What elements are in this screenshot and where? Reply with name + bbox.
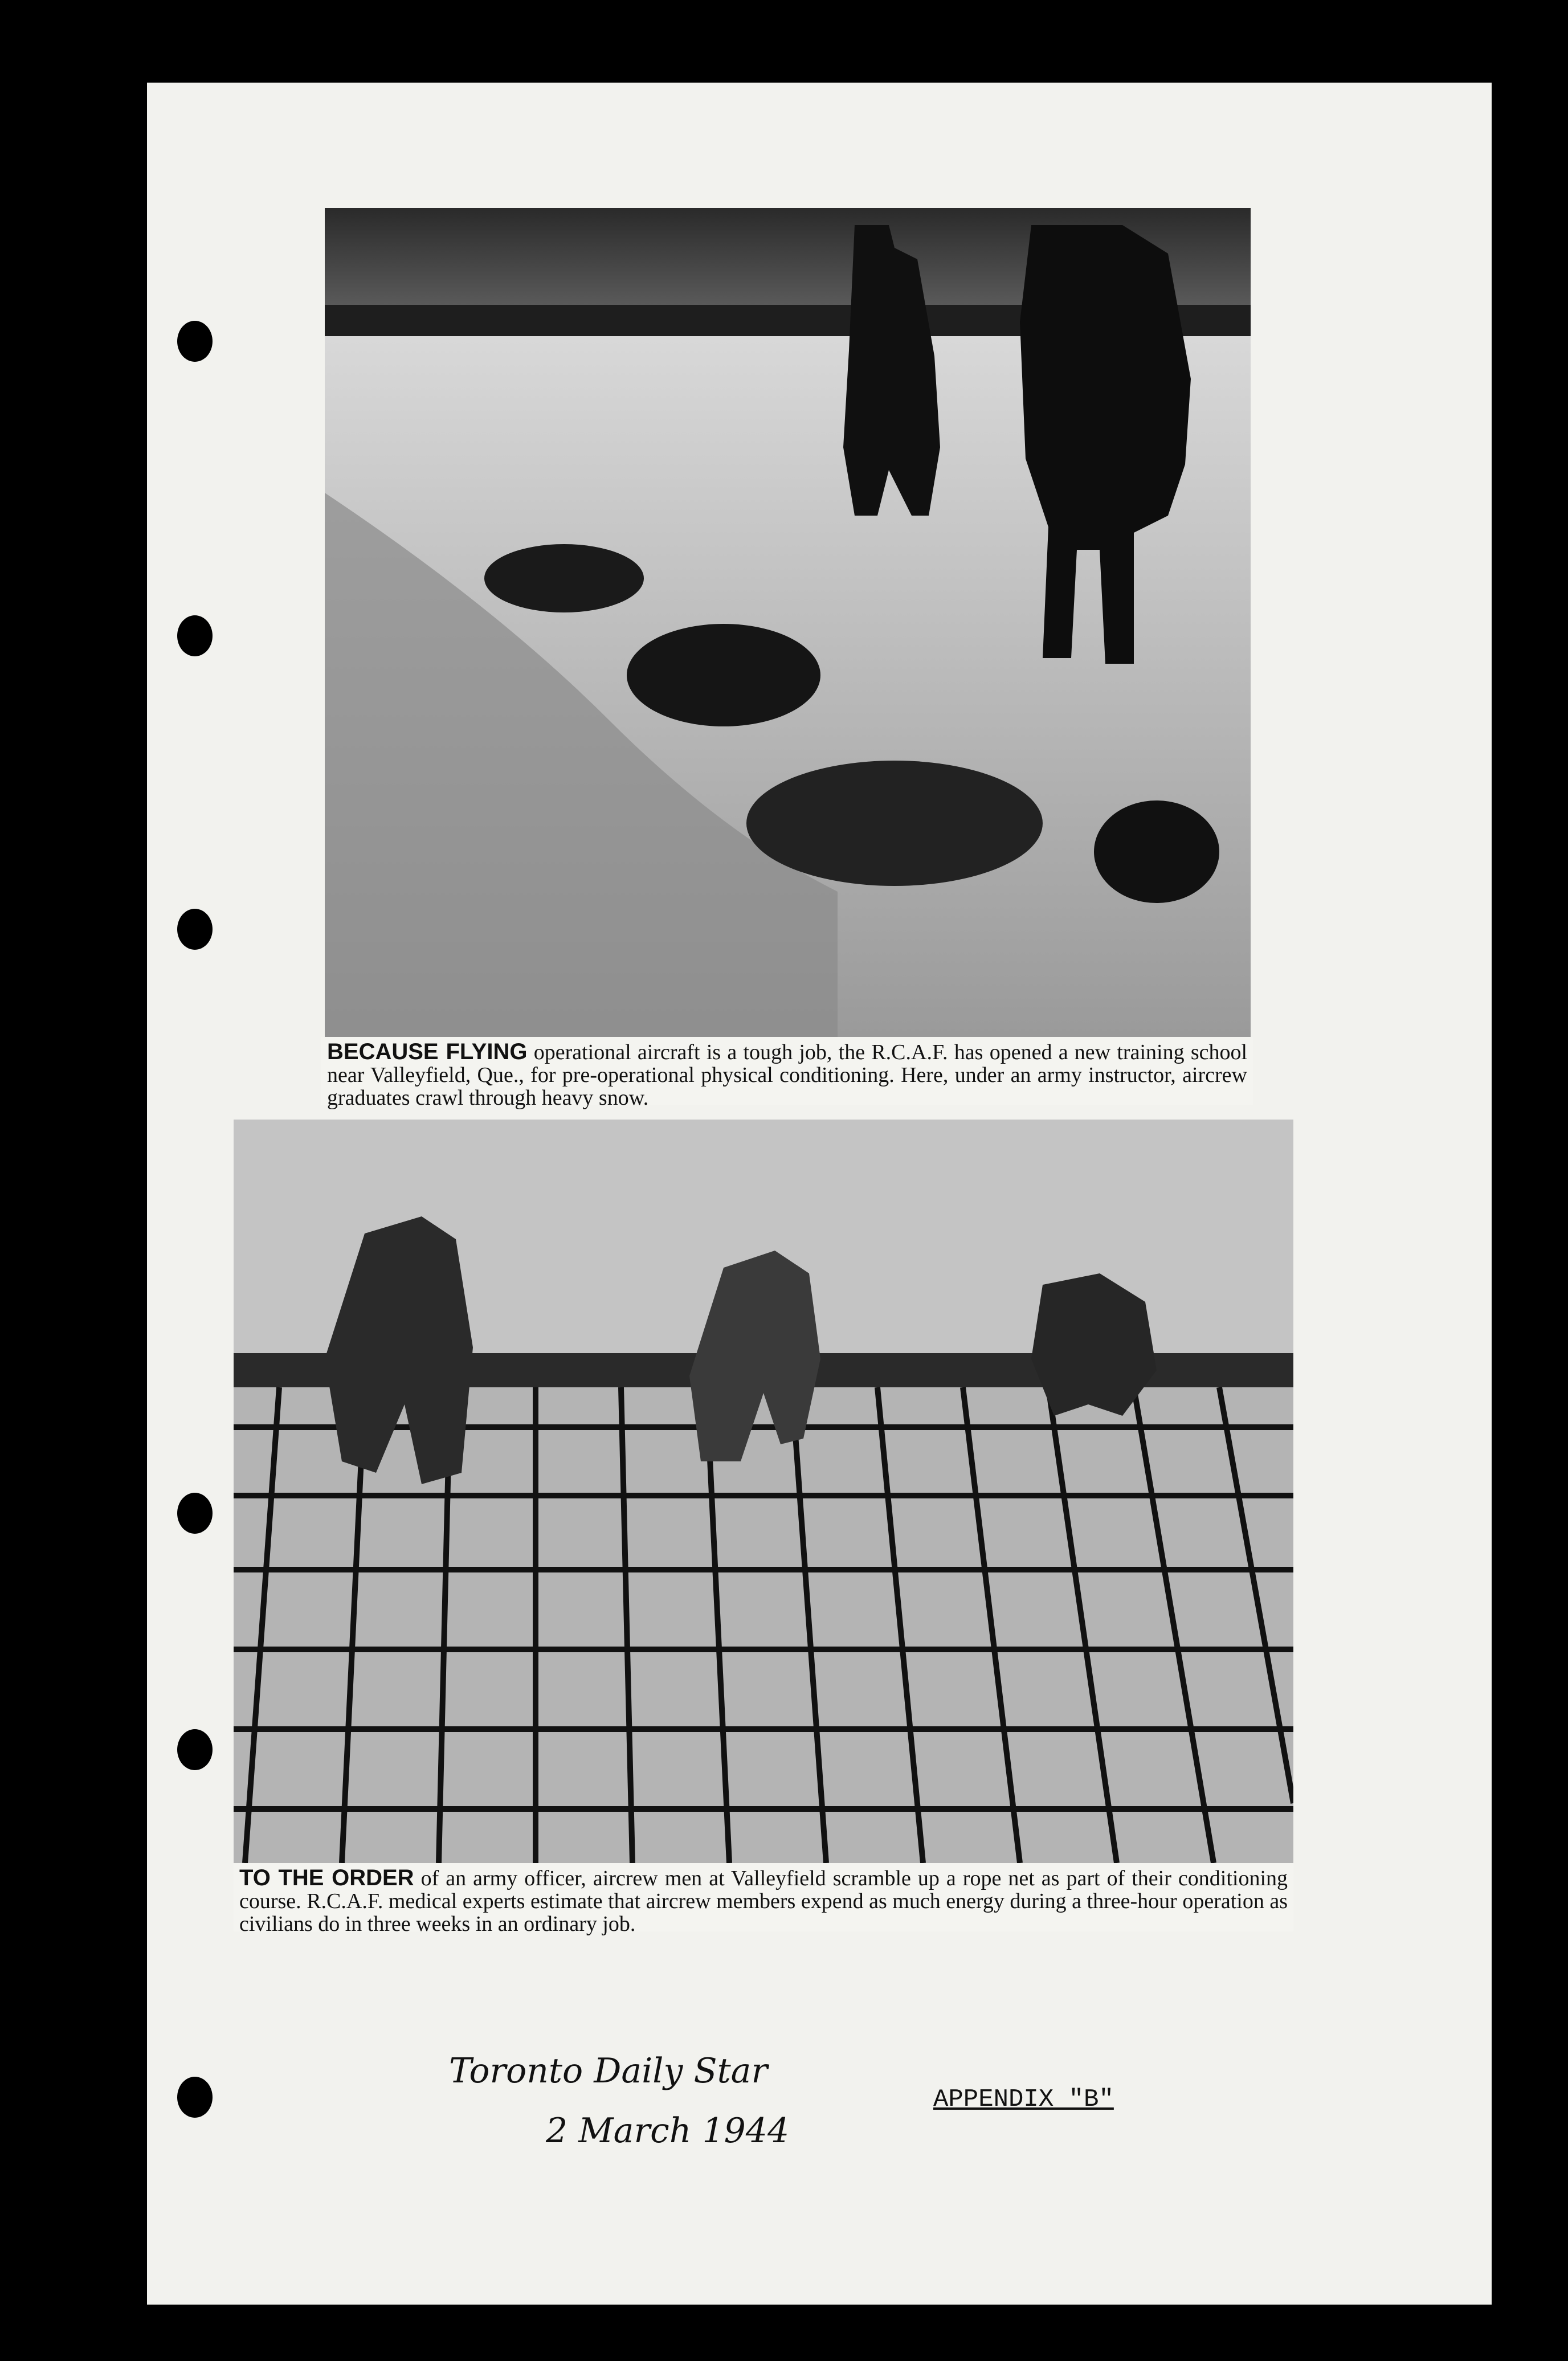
bottom-caption-lead: TO THE ORDER — [239, 1865, 414, 1890]
rope-net-photo — [234, 1120, 1293, 1863]
bottom-caption-text: of an army officer, aircrew men at Valleyfield scramble up a rope net as part of their conditioning course. R.C.A.F. medical experts estimate that aircrew members expend as much energy during a three-hour operation as civilians do in three weeks in an ordinary job. — [239, 1866, 1288, 1936]
punch-hole-2 — [177, 615, 213, 656]
handwritten-date: 2 March 1944 — [546, 2111, 790, 2151]
punch-hole-4 — [177, 1493, 213, 1534]
appendix-label: APPENDIX "B" — [933, 2085, 1114, 2114]
punch-hole-5 — [177, 1729, 213, 1770]
punch-hole-6 — [177, 2077, 213, 2118]
snow-crawl-photo — [325, 208, 1251, 1037]
punch-hole-3 — [177, 909, 213, 950]
punch-hole-1 — [177, 321, 213, 362]
document-page — [147, 83, 1492, 2305]
bottom-photo-caption — [234, 1863, 1293, 1936]
top-photo-caption — [321, 1037, 1253, 1110]
top-caption-text: operational aircraft is a tough job, the R.C.A.F. has opened a new training school near Valleyfield, Que., for pre-operational physical conditioning. Here, under an army instructor, aircrew graduates crawl through heavy snow. — [327, 1040, 1248, 1110]
handwritten-source: Toronto Daily Star — [449, 2051, 768, 2091]
top-caption-lead: BECAUSE FLYING — [327, 1039, 528, 1064]
